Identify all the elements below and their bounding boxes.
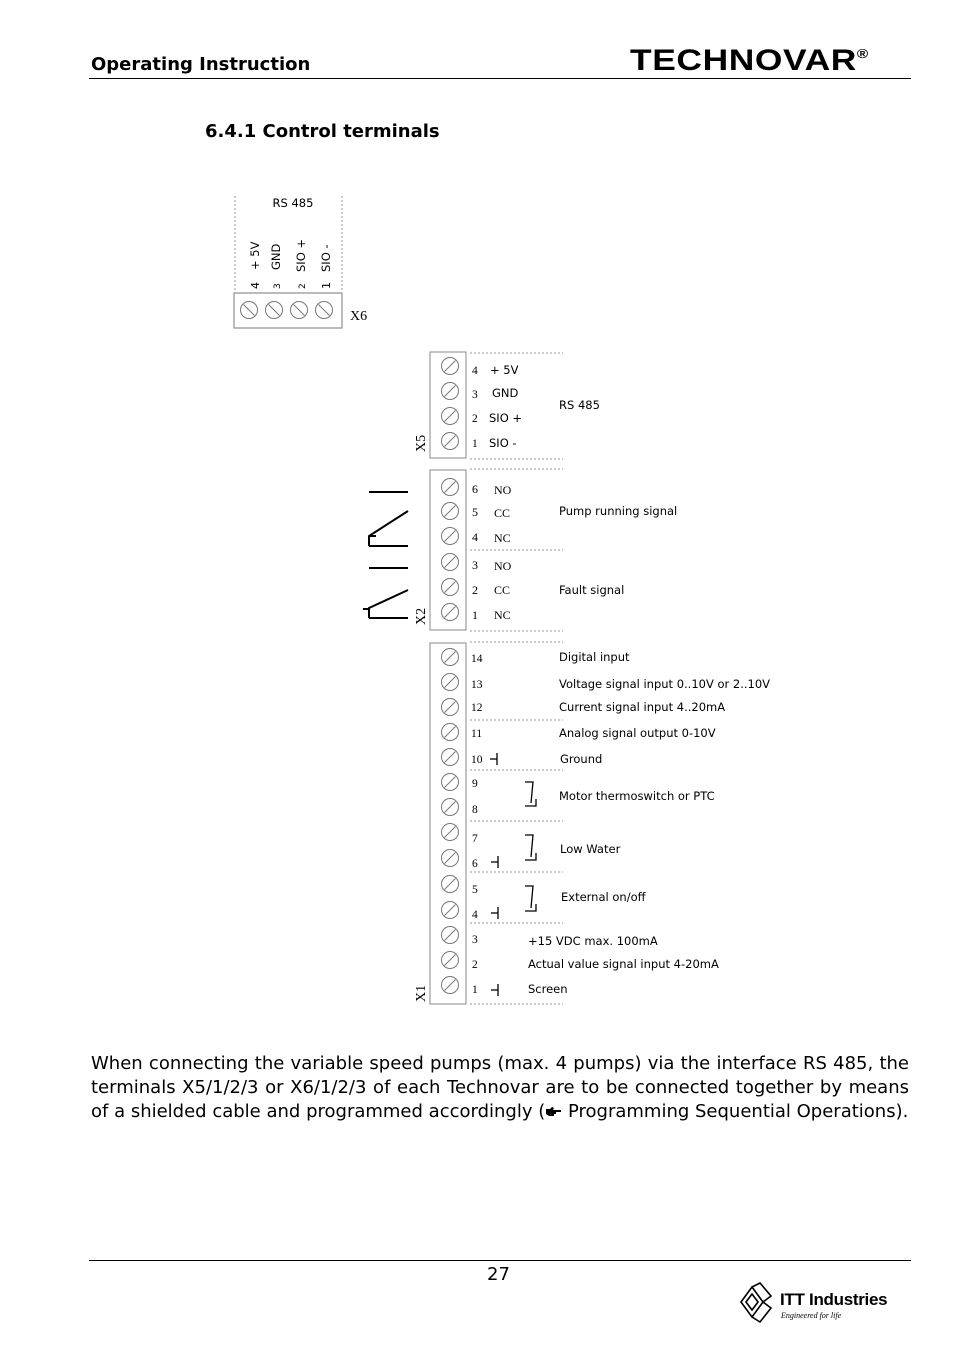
- x1-description-motor-thermoswitch: Motor thermoswitch or PTC: [559, 789, 715, 803]
- x2-name: X2: [414, 607, 429, 625]
- x6-screw-4: [241, 302, 258, 319]
- itt-tagline: Engineered for life: [781, 1311, 842, 1320]
- x5-label-1: SIO -: [489, 436, 517, 450]
- x1-num-14: 14: [471, 653, 483, 665]
- x2-label-2: CC: [494, 583, 511, 597]
- x6-label-1: SIO -: [319, 244, 333, 272]
- x1-num-2: 2: [472, 959, 478, 971]
- x1-num-8: 8: [472, 804, 478, 816]
- x6-screw-2: [291, 302, 308, 319]
- x1-description-external-on-off: External on/off: [561, 890, 646, 904]
- x1-description-current-input: Current signal input 4..20mA: [559, 700, 726, 714]
- document-title: Operating Instruction: [91, 54, 311, 75]
- page-number: 27: [487, 1264, 510, 1285]
- x2-label-6: NO: [494, 483, 512, 497]
- x2-num-2: 2: [472, 583, 478, 597]
- x2-description-fault: Fault signal: [559, 583, 625, 597]
- x2-label-3: NO: [494, 559, 512, 573]
- x6-screw-3: [266, 302, 283, 319]
- logo-text: TECHNOVAR: [630, 44, 857, 77]
- x2-num-1: 1: [472, 608, 478, 622]
- x6-label-4: + 5V: [248, 241, 262, 270]
- x1-description-analog-output: Analog signal output 0-10V: [559, 726, 716, 740]
- body-paragraph: [91, 1052, 909, 1124]
- x5-label-4: + 5V: [490, 363, 519, 377]
- paragraph-text-start: When connecting the variable speed pumps (max. 4 pumps) via the interface RS 485, the terminals X5/1/2/3 or X6/1/2/3 of each Technovar are to be connected together by means of a shielded cable and programmed accordingly (: [91, 1053, 909, 1122]
- x1-description-digital-input: Digital input: [559, 650, 630, 664]
- x6-name: X6: [350, 309, 368, 324]
- x1-num-5: 5: [472, 884, 478, 896]
- x6-num-3: 3: [273, 283, 283, 289]
- x1-name: X1: [414, 984, 429, 1002]
- x6-bus-label: RS 485: [272, 196, 314, 210]
- x2-label-4: NC: [494, 531, 511, 545]
- x1-num-6: 6: [472, 858, 478, 870]
- x1-num-7: 7: [472, 833, 478, 845]
- pointing-hand-icon: [545, 1101, 562, 1122]
- x5-num-2: 2: [472, 413, 478, 425]
- x1-description-screen: Screen: [528, 982, 568, 996]
- x2-label-5: CC: [494, 506, 511, 520]
- x5-name: X5: [414, 434, 429, 452]
- x2-description-pump: Pump running signal: [559, 504, 678, 518]
- x2-num-5: 5: [472, 505, 478, 519]
- x6-num-2: 2: [298, 283, 308, 289]
- x1-num-9: 9: [472, 778, 478, 790]
- x5-label-3: GND: [492, 386, 519, 400]
- x5-num-4: 4: [472, 365, 478, 377]
- x1-num-3: 3: [472, 934, 478, 946]
- x1-num-12: 12: [471, 702, 483, 714]
- x1-num-10: 10: [471, 754, 483, 766]
- x5-num-3: 3: [472, 389, 478, 401]
- x6-screw-1: [316, 302, 333, 319]
- x2-num-4: 4: [472, 530, 478, 544]
- x2-num-3: 3: [472, 558, 478, 572]
- x6-num-1: 1: [320, 282, 333, 289]
- x1-description-voltage-input: Voltage signal input 0..10V or 2..10V: [559, 677, 771, 691]
- x2-num-6: 6: [472, 482, 478, 496]
- x2-label-1: NC: [494, 608, 511, 622]
- x6-label-2: SIO +: [294, 238, 308, 272]
- x5-description: RS 485: [559, 398, 600, 412]
- x1-description-low-water: Low Water: [560, 842, 621, 856]
- registered-mark: ®: [856, 46, 869, 61]
- x1-num-4: 4: [472, 909, 478, 921]
- footer-rule: [89, 1260, 911, 1261]
- itt-company-name: ITT Industries: [780, 1290, 888, 1309]
- x1-num-1: 1: [472, 984, 478, 996]
- paragraph-text-end: Programming Sequential Operations).: [562, 1101, 909, 1122]
- section-heading: 6.4.1 Control terminals: [205, 121, 440, 142]
- x1-description-ground: Ground: [560, 752, 603, 766]
- x1-num-13: 13: [471, 679, 483, 691]
- x1-description-supply: +15 VDC max. 100mA: [528, 934, 658, 948]
- x6-label-3: GND: [269, 243, 283, 270]
- x1-description-actual-value: Actual value signal input 4-20mA: [528, 957, 719, 971]
- x6-num-4: 4: [249, 282, 262, 289]
- x1-num-11: 11: [471, 728, 483, 740]
- x5-num-1: 1: [472, 438, 478, 450]
- x6-terminal-block: [234, 196, 367, 328]
- relay-contact-symbols: [363, 492, 408, 618]
- x5-label-2: SIO +: [489, 411, 523, 425]
